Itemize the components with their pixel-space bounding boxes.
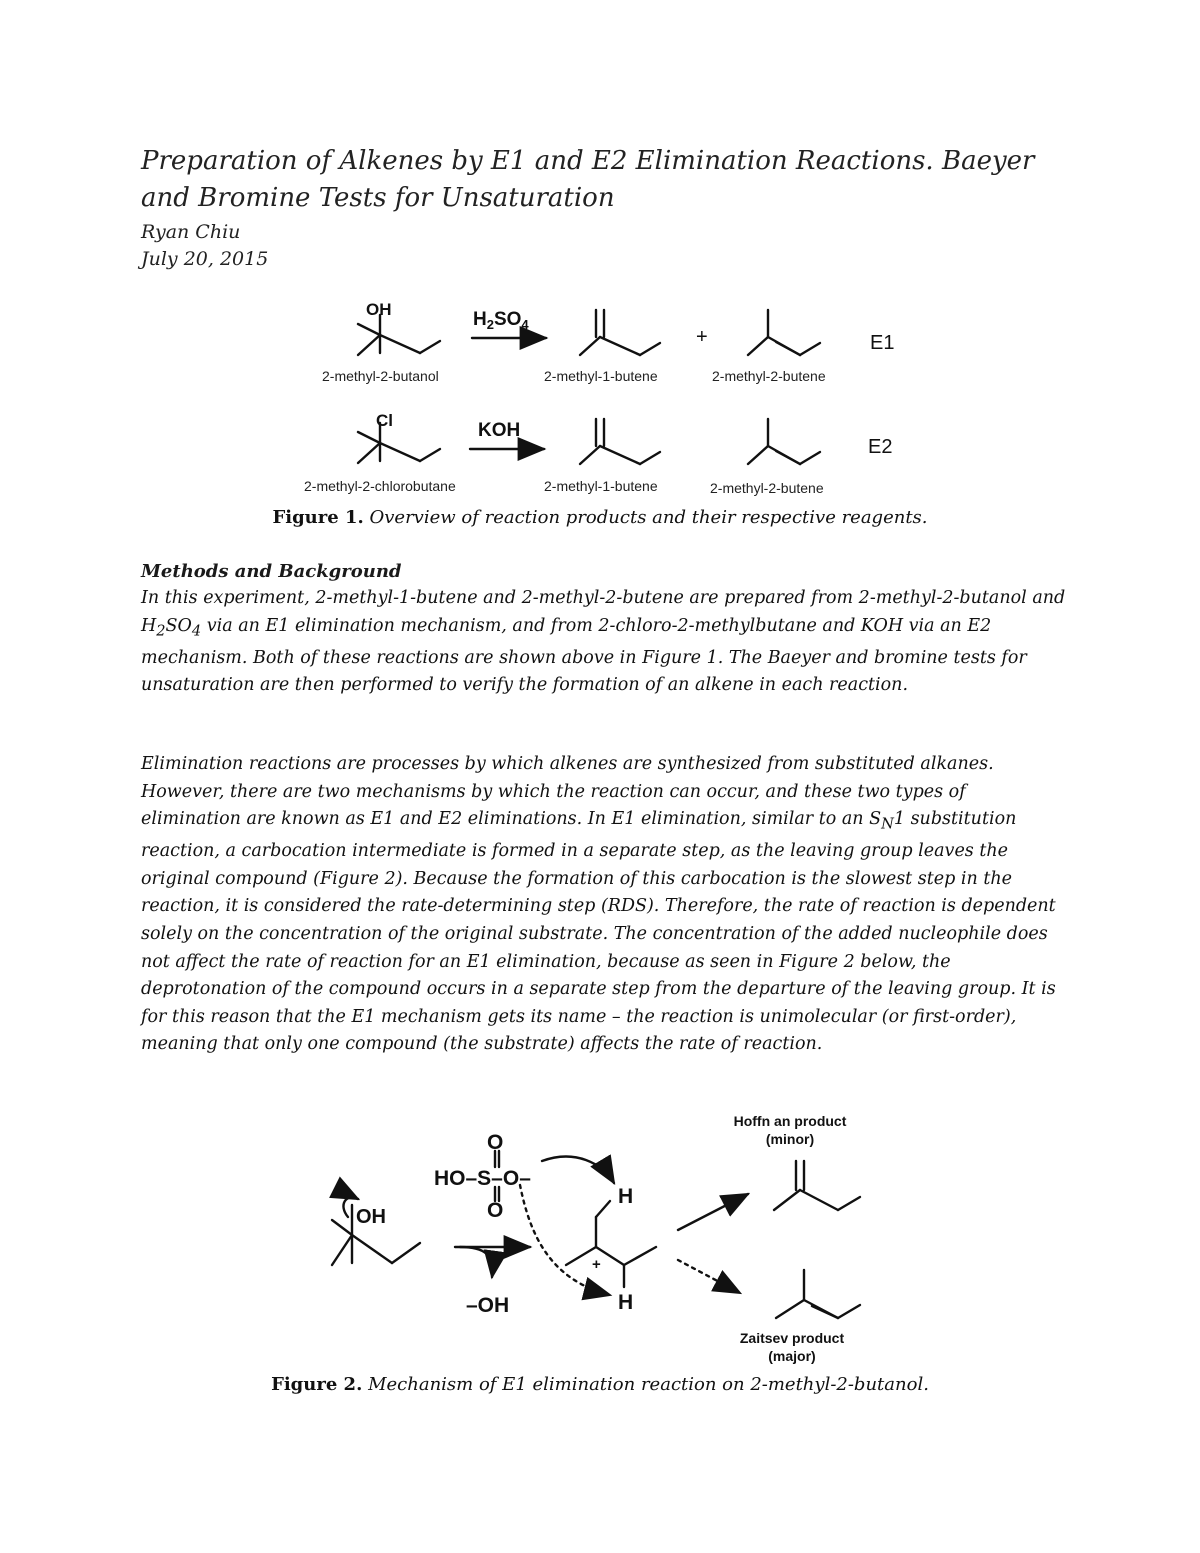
figure-2-caption-label: Figure 2. [271,1374,363,1395]
e1-reactant-name: 2-methyl-2-butanol [322,368,439,384]
figure-2-caption-text: Mechanism of E1 elimination reaction on 2-methyl-2-butanol. [368,1374,929,1395]
document-title: Preparation of Alkenes by E1 and E2 Elimination Reactions. Baeyer and Bromine Tests for Unsaturation [141,146,1035,213]
figure-2-caption [0,1373,1200,1397]
e2-reactant-name: 2-methyl-2-chlorobutane [304,478,456,494]
acid-top-oxygen: O [487,1131,504,1154]
figure-1-scheme [290,295,910,505]
zaitsev-product-label: Zaitsev product [739,1330,845,1346]
substrate-oh-label: OH [356,1206,386,1228]
author-name: Ryan Chiu [141,221,241,243]
e1-reagent: $H_2SO_4$ [473,309,529,332]
e2-product2-name: 2-methyl-2-butene [710,480,824,496]
figure-1-caption-label: Figure 1. [272,507,364,528]
figure-2-mechanism [320,1105,880,1370]
figure-1-caption [0,506,1200,530]
methods-paragraph-2: Elimination reactions are processes by which alkenes are synthesized from substituted alkanes. However, there are two mechanisms by which the reaction can occur, and these two types of elimination are known as E1 and E2 eliminations. In E1 elimination, similar to an $S_N1$ substitution reaction, a carbocation intermediate is formed in a separate step, as the leaving group leaves the original compound (Figure 2). Because the formation of this carbocation is the slowest step in the reaction, it is considered the rate-determining step (RDS). Therefore, the rate of reaction is dependent solely on the concentration of the original substrate. The concentration of the added nucleophile does not affect the rate of reaction for an E1 elimination, because as seen in Figure 2 below, the deprotonation of the compound occurs in a separate step from the departure of the leaving group. It is for this reason that the E1 mechanism gets its name – the reaction is unimolecular (or first-order), meaning that only one compound (the substrate) affects the rate of reaction. [141,754,1056,1055]
methods-paragraph-1: In this experiment, 2-methyl-1-butene and 2-methyl-2-butene are prepared from 2-methyl-2-butanol and $H_2SO_4$ via an E1 elimination mechanism, and from 2-chloro-2-methylbutane and KOH via an E2 mechanism. Both of these reactions are shown above in Figure 1. The Baeyer and bromine tests for unsaturation are then performed to verify the formation of an alkene in each reaction. [141,588,1066,696]
e1-oh-label: OH [366,300,392,319]
beta-hydrogen-top: H [618,1185,634,1208]
e2-product1-name: 2-methyl-1-butene [544,478,658,494]
e1-product1-name: 2-methyl-1-butene [544,368,658,384]
e1-plus-sign: + [696,326,708,348]
carbocation-charge: + [592,1256,601,1273]
zaitsev-product-major: (major) [768,1348,816,1364]
beta-hydrogen-bottom: H [618,1291,634,1314]
hydroxide-label: –OH [466,1294,510,1317]
figure-1-caption-text: Overview of reaction products and their respective reagents. [369,507,928,528]
methods-heading: Methods and Background [141,561,402,582]
acid-bottom-oxygen: O [487,1199,504,1222]
e1-product2-name: 2-methyl-2-butene [712,368,826,384]
document-date: July 20, 2015 [141,248,269,270]
hofmann-product-minor: (minor) [765,1131,815,1147]
e2-reagent: KOH [478,420,521,441]
hofmann-product-label: Hoffn an product [733,1113,847,1129]
e2-label: E2 [868,436,893,458]
acid-formula: HO–S–O– [434,1167,531,1190]
e1-label: E1 [870,332,895,354]
e2-cl-label: Cl [376,411,393,430]
